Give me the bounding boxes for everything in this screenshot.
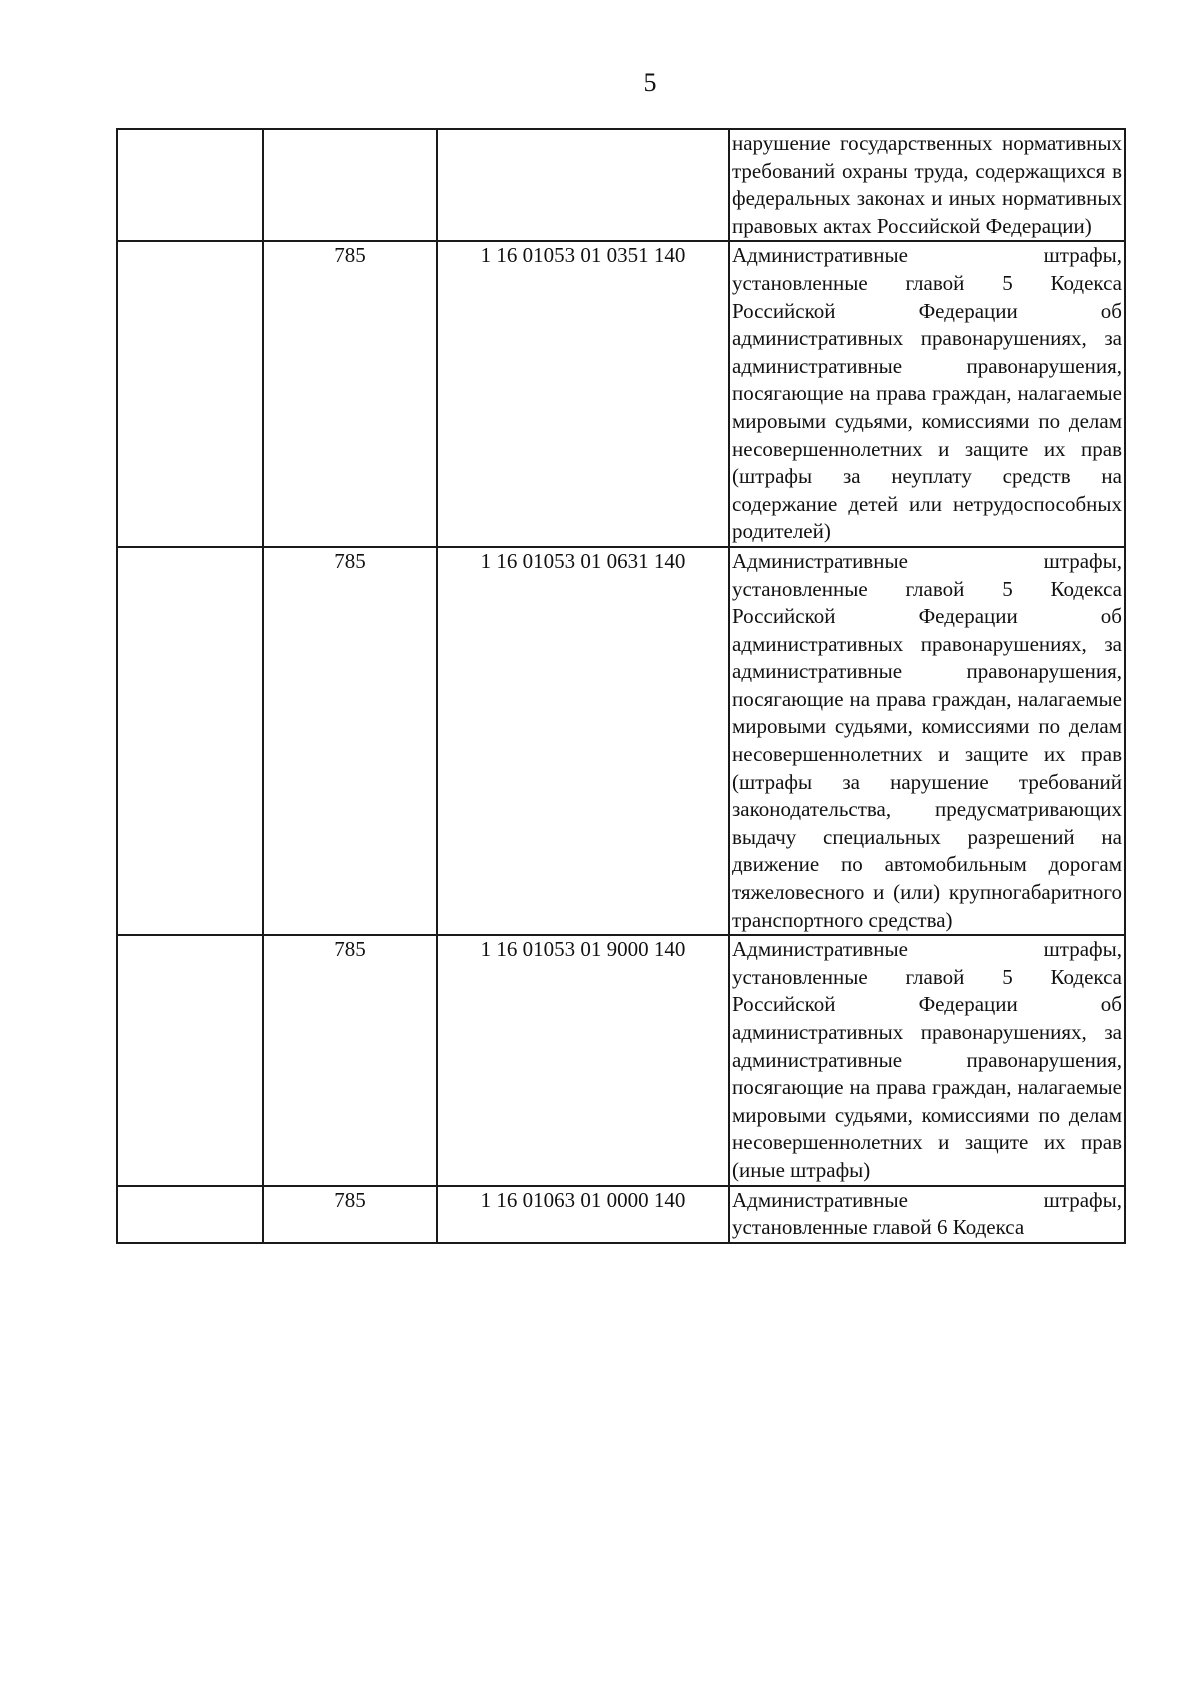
table-cell-blank — [117, 935, 263, 1185]
admin-code-cell: 785 — [263, 241, 437, 547]
description-cell: нарушение государственных нормативных требований охраны труда, содержащихся в федеральных законах и иных нормативных правовых актах Российской Федерации) — [729, 129, 1125, 241]
description-cell: Административные штрафы, установленные главой 5 Кодекса Российской Федерации об административных правонарушениях, за административные правонарушения, посягающие на права граждан, налагаемые мировыми судьями, комиссиями по делам несовершеннолетних и защите их прав (иные штрафы) — [729, 935, 1125, 1185]
table-cell-blank — [117, 129, 263, 241]
admin-code-cell: 785 — [263, 547, 437, 935]
admin-code-cell: 785 — [263, 1186, 437, 1243]
table-cell-blank — [117, 1186, 263, 1243]
kbk-code-cell — [437, 129, 729, 241]
page-number: 5 — [643, 68, 657, 97]
table-row — [117, 1186, 1125, 1243]
table-cell-blank — [117, 547, 263, 935]
kbk-code-cell: 1 16 01063 01 0000 140 — [437, 1186, 729, 1243]
budget-codes-table — [116, 128, 1126, 1244]
description-cell: Административные штрафы, установленные главой 5 Кодекса Российской Федерации об административных правонарушениях, за административные правонарушения, посягающие на права граждан, налагаемые мировыми судьями, комиссиями по делам несовершеннолетних и защите их прав (штрафы за неуплату средств на содержание детей или нетрудоспособных родителей) — [729, 241, 1125, 547]
description-cell: Административные штрафы, установленные главой 5 Кодекса Российской Федерации об административных правонарушениях, за административные правонарушения, посягающие на права граждан, налагаемые мировыми судьями, комиссиями по делам несовершеннолетних и защите их прав (штрафы за нарушение требований законодательства, предусматривающих выдачу специальных разрешений на движение по автомобильным дорогам тяжеловесного и (или) крупногабаритного транспортного средства) — [729, 547, 1125, 935]
admin-code-cell: 785 — [263, 935, 437, 1185]
description-cell: Административные штрафы, установленные главой 6 Кодекса — [729, 1186, 1125, 1243]
table-row — [117, 129, 1125, 241]
kbk-code-cell: 1 16 01053 01 9000 140 — [437, 935, 729, 1185]
table-row — [117, 935, 1125, 1185]
kbk-code-cell: 1 16 01053 01 0631 140 — [437, 547, 729, 935]
table-row — [117, 241, 1125, 547]
admin-code-cell — [263, 129, 437, 241]
kbk-code-cell: 1 16 01053 01 0351 140 — [437, 241, 729, 547]
table-row — [117, 547, 1125, 935]
table-cell-blank — [117, 241, 263, 547]
